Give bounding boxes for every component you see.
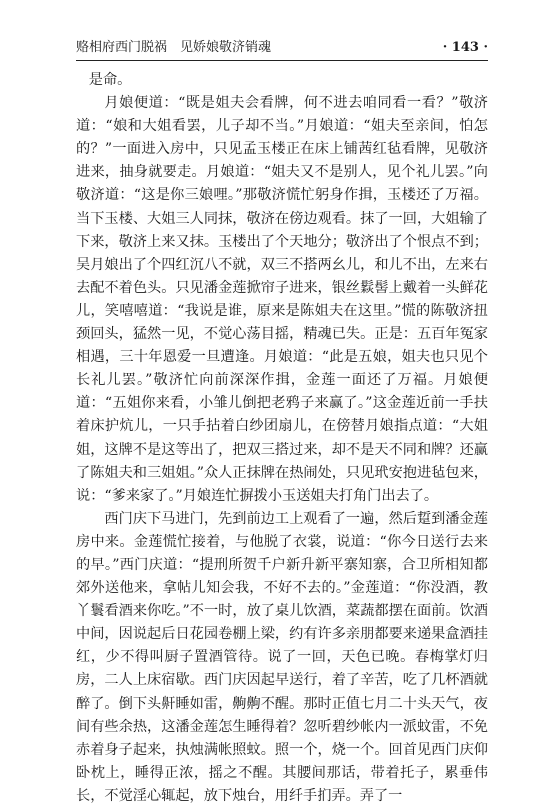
paragraph: 西门庆下马进门，先到前边工上观看了一遍，然后踅到潘金莲房中来。金莲慌忙接着，与他脱了衣裳，说道：“你今日送行去来的早。”西门庆道：“提刑所贺千户新升新平寨知寨，合卫所相知都郊外送他来，拿帖儿知会我，不好不去的。”金莲道：“你没酒，教丫鬟看酒来你吃。”不一时，放了桌儿饮酒，菜蔬都摆在面前。饮酒中间，因说起后日花园卷棚上梁，约有许多亲朋都要来递果盒酒挂红，少不得叫厨子置酒管待。说了一回，天色已晚。春梅掌灯归房，二人上床宿歇。西门庆因起早送行，着了辛苦，吃了几杯酒就醉了。倒下头鼾睡如雷，齁齁不醒。那时正值七月二十头天气，夜间有些余热，这潘金莲怎生睡得着？忽听碧纱帐内一派蚊雷，不免赤着身子起来，执烛满帐照蚊。照一个，烧一个。回首见西门庆仰卧枕上，睡得正浓，摇之不醒。其腰间那话，带着托子，累垂伟长，不觉淫心辄起，放下烛台，用纤手扪弄。弄了一 <box>76 510 488 804</box>
paragraph: 月娘便道：“既是姐夫会看牌，何不进去咱同看一看？”敬济道：“娘和大姐看罢，儿子却不当。”月娘道：“姐夫至亲间，怕怎的？”一面进入房中，只见孟玉楼正在床上铺茜红毡看牌，见敬济进来，抽身就要走。月娘道：“姐夫又不是别人，见个礼儿罢。”向敬济道：“这是你三娘哩。”那敬济慌忙躬身作揖，玉楼还了万福。当下玉楼、大姐三人同抹，敬济在傍边观看。抹了一回，大姐输了下来，敬济上来又抹。玉楼出了个天地分；敬济出了个恨点不到；吴月娘出了个四红沉八不就，双三不搭两幺儿，和儿不出，左来右去配不着色头。只见潘金莲掀帘子进来，银丝鬏髻上戴着一头鲜花儿，笑嘻嘻道：“我说是谁，原来是陈姐夫在这里。”慌的陈敬济扭颈回头，猛然一见，不觉心荡目摇，精魂已失。正是：五百年冤家相遇，三十年恩爱一旦遭逢。月娘道：“此是五娘，姐夫也只见个长礼儿罢。”敬济忙向前深深作揖，金莲一面还了万福。月娘便道：“五姐你来看，小雏儿倒把老鸦子来赢了。”这金莲近前一手扶着床护炕儿，一只手拈着白纱团扇儿，在傍替月娘指点道：“大姐姐，这牌不是这等出了，把双三搭过来，却不是天不同和牌？还赢了陈姐夫和三姐姐。”众人正抹牌在热闹处，只见玳安抱进毡包来，说：“爹来家了。”月娘连忙摒拨小玉送姐夫打角门出去了。 <box>76 95 488 504</box>
paragraph-continuation: 是命。 <box>88 72 132 88</box>
body-text <box>76 69 488 808</box>
page-number: · 143 · <box>442 40 488 55</box>
chapter-title: 赂相府西门脱祸 见娇娘敬济销魂 <box>76 40 272 55</box>
running-header <box>76 38 488 61</box>
